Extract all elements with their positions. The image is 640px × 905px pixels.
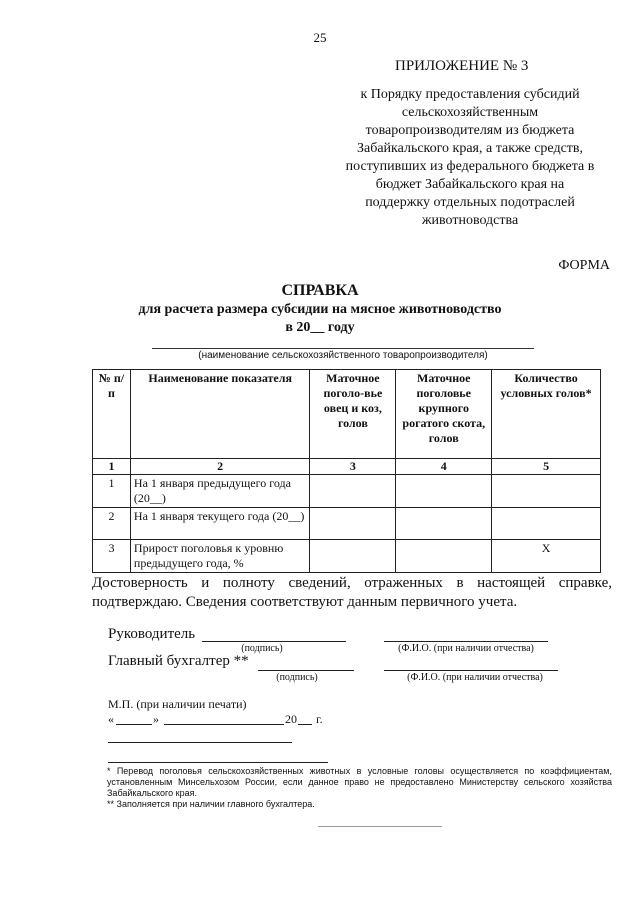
appendix-line: поступивших из федерального бюджета в bbox=[345, 159, 595, 174]
page-number: 25 bbox=[313, 30, 327, 45]
table-row bbox=[93, 540, 601, 573]
header-sheep-goats: Маточное поголо-вье овец и коз, голов bbox=[310, 370, 396, 459]
date-suffix: г. bbox=[316, 712, 323, 726]
confirmation-text: Достоверность и полноту сведений, отраженных в настоящей справке, подтверждаю. Сведения соответствуют данным первичного учета. bbox=[92, 575, 612, 610]
footnote-2: ** Заполняется при наличии главного бухгалтера. bbox=[107, 799, 315, 809]
accountant-sign-caption: (подпись) bbox=[276, 672, 318, 683]
accountant-fio-caption: (Ф.И.О. (при наличии отчества) bbox=[407, 672, 543, 683]
table-header-row bbox=[93, 370, 601, 459]
appendix-text bbox=[320, 86, 620, 230]
col-number: 5 bbox=[492, 459, 601, 475]
cell-sheep-goats[interactable] bbox=[310, 475, 396, 508]
appendix-line: бюджет Забайкальского края на bbox=[375, 177, 565, 192]
date-year-prefix: 20 bbox=[285, 712, 297, 726]
appendix-line: животноводства bbox=[421, 213, 519, 228]
cell-conditional-heads[interactable] bbox=[492, 475, 601, 508]
col-number: 4 bbox=[396, 459, 492, 475]
date-month-line[interactable] bbox=[164, 724, 284, 725]
producer-caption: (наименование сельскохозяйственного товаропроизводителя) bbox=[198, 350, 488, 361]
accountant-signature-line[interactable] bbox=[258, 670, 354, 671]
row-indicator: На 1 января текущего года (20__) bbox=[130, 508, 310, 540]
footnote-separator bbox=[108, 762, 328, 763]
document-year: в 20__ году bbox=[285, 320, 355, 335]
appendix-line: сельскохозяйственным bbox=[401, 105, 539, 120]
date-day-line[interactable] bbox=[116, 724, 152, 725]
row-indicator: На 1 января предыдущего года (20__) bbox=[130, 475, 310, 508]
form-label: ФОРМА bbox=[558, 258, 610, 273]
bottom-rule bbox=[318, 826, 442, 827]
accountant-label: Главный бухгалтер ** bbox=[108, 653, 249, 669]
subsidy-table bbox=[92, 369, 601, 573]
table-row bbox=[93, 508, 601, 540]
date-year-line[interactable] bbox=[298, 724, 312, 725]
row-indicator: Прирост поголовья к уровню предыдущего года, % bbox=[130, 540, 310, 573]
document-subtitle: для расчета размера субсидии на мясное животноводство bbox=[138, 302, 502, 317]
row-num: 2 bbox=[93, 508, 131, 540]
cell-cattle[interactable] bbox=[396, 475, 492, 508]
extra-line bbox=[108, 742, 292, 743]
col-number: 2 bbox=[130, 459, 310, 475]
table-row bbox=[93, 475, 601, 508]
header-num: № п/п bbox=[93, 370, 131, 459]
head-sign-caption: (подпись) bbox=[241, 643, 283, 654]
row-num: 3 bbox=[93, 540, 131, 573]
cell-sheep-goats[interactable] bbox=[310, 540, 396, 573]
cell-sheep-goats[interactable] bbox=[310, 508, 396, 540]
head-fio-caption: (Ф.И.О. (при наличии отчества) bbox=[398, 643, 534, 654]
header-indicator: Наименование показателя bbox=[130, 370, 310, 459]
appendix-line: Забайкальского края, а также средств, bbox=[356, 141, 584, 156]
head-label: Руководитель bbox=[108, 626, 196, 642]
accountant-fio-line[interactable] bbox=[384, 670, 558, 671]
cell-cattle[interactable] bbox=[396, 540, 492, 573]
column-number-row bbox=[93, 459, 601, 475]
stamp-label: М.П. (при наличии печати) bbox=[108, 697, 247, 711]
date-open-quote: « bbox=[108, 712, 114, 726]
head-signature-line[interactable] bbox=[202, 641, 346, 642]
col-number: 3 bbox=[310, 459, 396, 475]
col-number: 1 bbox=[93, 459, 131, 475]
date-close-quote: » bbox=[153, 712, 159, 726]
row-num: 1 bbox=[93, 475, 131, 508]
appendix-line: товаропроизводителям из бюджета bbox=[365, 123, 575, 138]
producer-name-line[interactable] bbox=[152, 348, 534, 349]
appendix-line: поддержку отдельных подотраслей bbox=[365, 195, 575, 210]
cell-conditional-heads[interactable] bbox=[492, 508, 601, 540]
cell-cattle[interactable] bbox=[396, 508, 492, 540]
header-cattle: Маточное поголовье крупного рогатого скота, голов bbox=[396, 370, 492, 459]
appendix-title: ПРИЛОЖЕНИЕ № 3 bbox=[395, 58, 529, 74]
footnotes bbox=[107, 766, 612, 810]
appendix-line: к Порядку предоставления субсидий bbox=[360, 87, 580, 102]
header-conditional-heads: Количество условных голов* bbox=[492, 370, 601, 459]
footnote-1: * Перевод поголовья сельскохозяйственных животных в условные головы осуществляется по коэффициентам, установленным Минсельхозом России, если данное право не предоставлено Министерству сельского хозяйства Забайкальского края. bbox=[107, 766, 612, 798]
document-title: СПРАВКА bbox=[281, 282, 359, 299]
cell-conditional-heads: X bbox=[492, 540, 601, 573]
head-fio-line[interactable] bbox=[384, 641, 548, 642]
